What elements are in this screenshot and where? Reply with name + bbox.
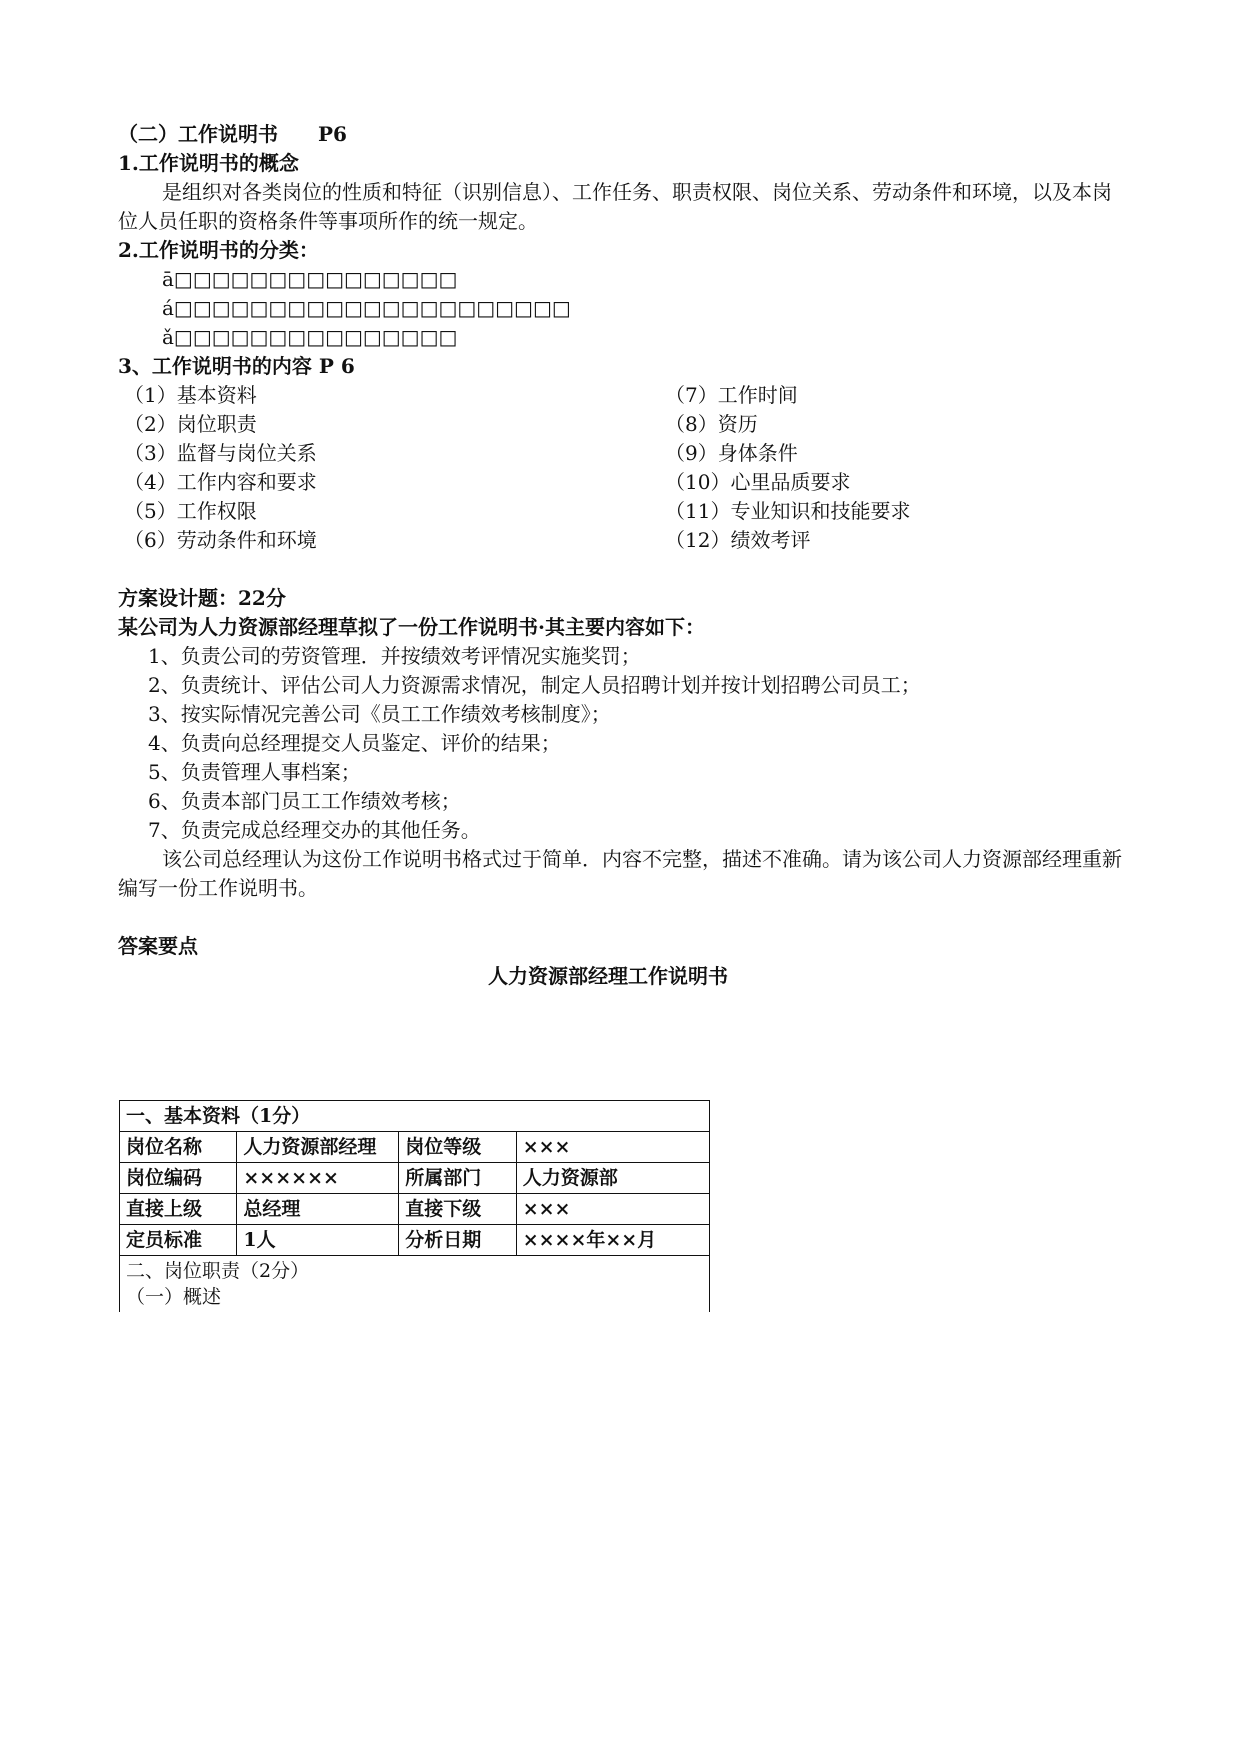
- answer-title: 答案要点: [118, 934, 198, 958]
- classification-item: ā□□□□□□□□□□□□□□□: [162, 267, 458, 291]
- table-cell-value: ×××: [516, 1132, 709, 1163]
- concept-body: 是组织对各类岗位的性质和特征（识别信息）、工作任务、职责权限、岗位关系、劳动条件和环境，以及本岗位人员任职的资格条件等事项所作的统一规定。: [118, 180, 1112, 233]
- design-title: 方案设计题：22分: [118, 586, 286, 610]
- table-cell-value: 人力资源部: [516, 1163, 709, 1194]
- design-item: 5、负责管理人事档案；: [148, 760, 361, 784]
- table-cell-label: 岗位编码: [120, 1163, 237, 1194]
- table-row: [120, 1194, 710, 1225]
- table-row: [120, 1225, 710, 1256]
- table-cell-label: 直接下级: [399, 1194, 516, 1225]
- contents-item: （12）绩效考评: [665, 528, 811, 552]
- duties-heading: 二、岗位职责（2分）: [126, 1260, 310, 1282]
- table-cell-label: 分析日期: [399, 1225, 516, 1256]
- design-item: 7、负责完成总经理交办的其他任务。: [148, 818, 481, 842]
- design-item: 1、负责公司的劳资管理．并按绩效考评情况实施奖罚；: [148, 644, 641, 668]
- table-cell-label: 定员标准: [120, 1225, 237, 1256]
- table-section-duties: [120, 1256, 710, 1313]
- table-row: [120, 1132, 710, 1163]
- classification-title: 2.工作说明书的分类：: [118, 238, 319, 262]
- section-heading: [118, 120, 347, 148]
- design-item: 3、按实际情况完善公司《员工工作绩效考核制度》；: [148, 702, 611, 726]
- section-heading-text: （二）工作说明书: [118, 122, 278, 146]
- table-cell-value: 1人: [237, 1225, 399, 1256]
- contents-item: （7）工作时间: [665, 383, 798, 407]
- contents-item: （8）资历: [665, 412, 758, 436]
- table-cell-label: 岗位名称: [120, 1132, 237, 1163]
- contents-item: （3）监督与岗位关系: [124, 441, 317, 465]
- table-row: [120, 1256, 710, 1313]
- table-cell-label: 直接上级: [120, 1194, 237, 1225]
- contents-item: （9）身体条件: [665, 441, 798, 465]
- table-cell-value: ××××××: [237, 1163, 399, 1194]
- contents-item: （5）工作权限: [124, 499, 257, 523]
- table-row: [120, 1163, 710, 1194]
- classification-item: á□□□□□□□□□□□□□□□□□□□□□: [162, 296, 571, 320]
- section-page-ref: P6: [318, 122, 347, 146]
- contents-title: 3、工作说明书的内容 P 6: [118, 354, 355, 378]
- table-cell-value: 总经理: [237, 1194, 399, 1225]
- table-cell-label: 岗位等级: [399, 1132, 516, 1163]
- table-cell-label: 所属部门: [399, 1163, 516, 1194]
- table-cell-value: ×××: [516, 1194, 709, 1225]
- table-cell-value: 人力资源部经理: [237, 1132, 399, 1163]
- table-cell-value: ××××年××月: [516, 1225, 709, 1256]
- contents-item: （11）专业知识和技能要求: [665, 499, 911, 523]
- answer-doc-title: 人力资源部经理工作说明书: [488, 964, 728, 988]
- duties-subheading: （一）概述: [126, 1286, 222, 1308]
- design-item: 4、负责向总经理提交人员鉴定、评价的结果；: [148, 731, 561, 755]
- concept-title: 1.工作说明书的概念: [118, 151, 299, 175]
- design-intro: 某公司为人力资源部经理草拟了一份工作说明书·其主要内容如下：: [118, 615, 705, 639]
- job-description-table: [119, 1100, 710, 1312]
- design-conclusion: 该公司总经理认为这份工作说明书格式过于简单．内容不完整，描述不准确。请为该公司人力资源部经理重新编写一份工作说明书。: [118, 847, 1122, 900]
- design-item: 6、负责本部门员工工作绩效考核；: [148, 789, 461, 813]
- classification-item: ǎ□□□□□□□□□□□□□□□: [162, 325, 458, 349]
- contents-item: （10）心里品质要求: [665, 470, 851, 494]
- design-item: 2、负责统计、评估公司人力资源需求情况，制定人员招聘计划并按计划招聘公司员工；: [148, 673, 921, 697]
- table-section-basic: 一、基本资料（1分）: [120, 1101, 710, 1132]
- contents-item: （6）劳动条件和环境: [124, 528, 317, 552]
- contents-item: （4）工作内容和要求: [124, 470, 317, 494]
- contents-item: （2）岗位职责: [124, 412, 257, 436]
- table-row: [120, 1101, 710, 1132]
- contents-item: （1）基本资料: [124, 383, 257, 407]
